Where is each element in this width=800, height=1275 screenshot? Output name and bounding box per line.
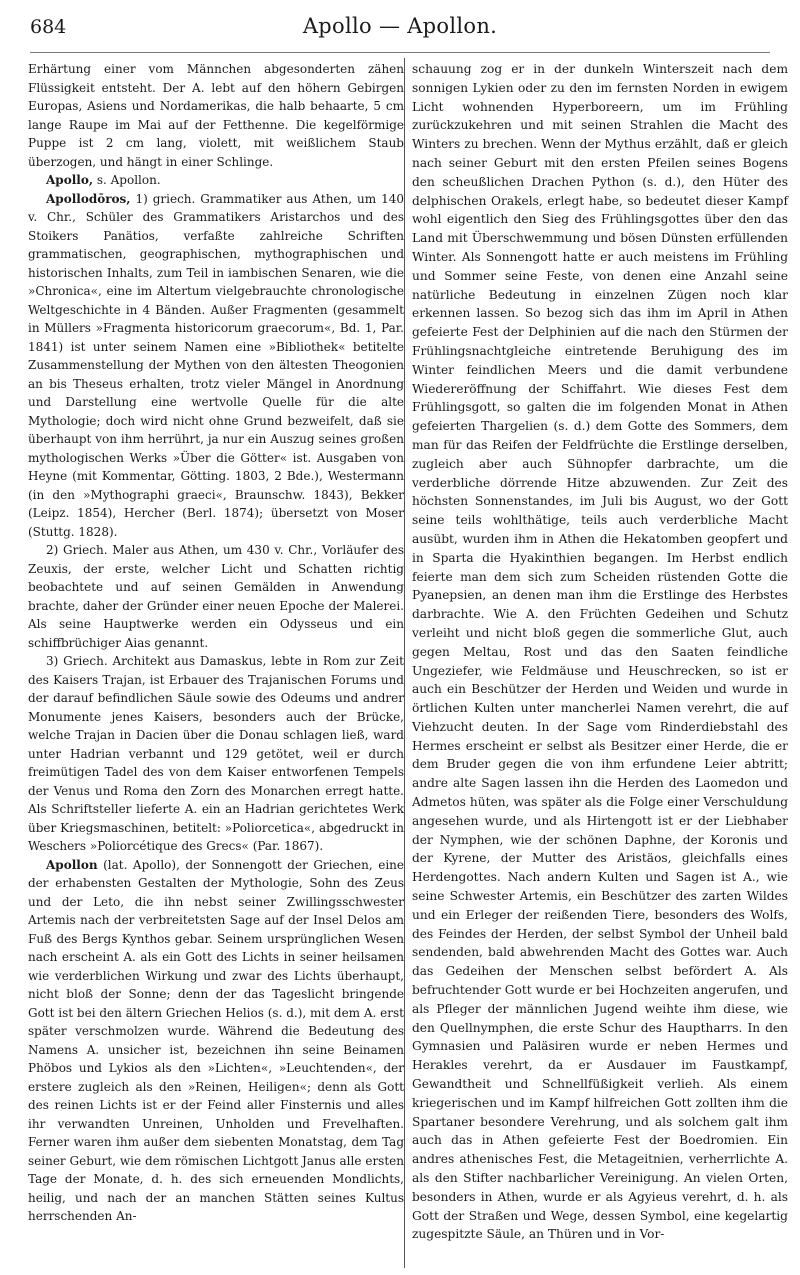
entry-text: 1) griech. Grammatiker aus Athen, um 140 v. Chr., Schüler des Grammatikers Aristarchos und des Stoikers Panätios, verfaßte zahlreiche Schriften grammatischen, geographischen, mythographischen und historischen Inhalts, zum Teil in iambischen Senaren, wie die »Chronica«, eine im Altertum vielgebrauchte chronologische Weltgeschichte in 4 Bänden. Außer Fragmenten (gesammelt in Müllers »Fragmenta historicorum graecorum«, Bd. 1, Par. 1841) ist unter seinem Namen eine »Bibliothek« betitelte Zusammenstellung der Mythen von den ältesten Theogonien an bis Theseus erhalten, trotz vieler Mängel in Anordnung und Darstellung eine wertvolle Quelle für die alte Mythologie; doch wird nicht ohne Grund bezweifelt, daß sie überhaupt von ihm herrührt, ja nur ein Auszug seines großen mythologischen Werks »Über die Götter« ist. Ausgaben von Heyne (mit Kommentar, Götting. 1803, 2 Bde.), Westermann (in den »Mythographi graeci«, Braunschw. 1843), Bekker (Leipz. 1854), Hercher (Berl. 1874); übersetzt von Moser (Stuttg. 1828).	[28, 191, 404, 539]
paragraph: schauung zog er in der dunkeln Winterszeit nach dem sonnigen Lykien oder zu den im fernsten Norden in ewigem Licht wohnenden Hyperboreern, um im Frühling zurückzukehren und mit seinen Strahlen die Macht des Winters zu brechen. Wenn der Mythus erzählt, daß er gleich nach seiner Geburt mit den ersten Pfeilen seines Bogens den scheußlichen Drachen Python (s. d.), den Hüter des delphischen Orakels, erlegt habe, so bedeutet dieser Kampf wohl eigentlich den Sieg des Frühlingsgottes über den das Land mit Überschwemmung und bösen Dünsten erfüllenden Winter. Als Sonnengott hatte er auch meistens im Frühling und Sommer seine Feste, von denen eine Anzahl seine natürliche Bedeutung in einzelnen Zügen noch klar erkennen lassen. So bezog sich das ihm im April in Athen gefeierte Fest der Delphinien auf die nach den Stürmen der Frühlingsnachtgleiche eintretende Beruhigung des im Winter feindlichen Meers und die damit verbundene Wiedereröffnung der Schiffahrt. Wie dieses Fest dem Frühlingsgott, so galten die im folgenden Monat in Athen gefeierten Thargelien (s. d.) dem Gotte des Sommers, dem man für das Reifen der Feldfrüchte die Erstlinge derselben, zugleich aber auch Sühnopfer darbrachte, um die verderbliche dörrende Hitze abzuwenden. Zur Zeit des höchsten Sonnenstandes, im Juli bis August, wo der Gott seine teils wohlthätige, teils auch verderbliche Macht ausübt, wurden ihm in Athen die Hekatomben geopfert und in Sparta die Hyakinthien begangen. Im Herbst endlich feierte man dem sich zum Scheiden rüstenden Gotte die Pyanepsien, an denen man ihm die Erstlinge des Herbstes darbrachte. Wie A. den Früchten Gedeihen und Schutz verleiht und nicht bloß gegen die sommerliche Glut, auch gegen Meltau, Rost und das den Saaten feindliche Ungeziefer, wie Feldmäuse und Heuschrecken, so ist er auch ein Beschützer der Herden und Weiden und wurde in örtlichen Kulten unter mancherlei Namen verehrt, die auf Viehzucht deuten. In der Sage vom Rinderdiebstahl des Hermes erscheint er selbst als Besitzer einer Herde, die er dem Bruder gegen die von ihm erfundene Leier abtritt; andre alte Sagen lassen ihn die Herden des Laomedon und Admetos hüten, was später als die Folge einer Verschuldung angesehen wurde, und als Hirtengott ist er der Liebhaber der Nymphen, wie der schönen Daphne, der Koronis und der Kyrene, der Mutter des Aristäos, gleichfalls eines Herdengottes. Nach andern Kulten und Sagen ist A., wie seine Schwester Artemis, ein Beschützer des zarten Wildes und ein Erleger der reißenden Tiere, besonders des Wolfs, des Feindes der Herden, der selbst Symbol der Unheil bald sendenden, bald abwehrenden Macht des Gottes war. Auch das Gedeihen der Menschen selbst befördert A. Als befruchtender Gott wurde er bei Hochzeiten angerufen, und als Pfleger der männlichen Jugend weihte ihm diese, wie den Quellnymphen, die erste Schur des Hauptharrs. In den Gymnasien und Paläsiren wurde er neben Hermes und Herakles verehrt, da er Ausdauer im Faustkampf, Gewandtheit und Schnellfüßigkeit verlieh. Als einem kriegerischen und im Kampf hilfreichen Gott zollten ihm die Spartaner besondere Verehrung, und als solchem galt ihm auch das in Athen gefeierte Fest der Boedromien. Ein andres athenisches Fest, die Metageitnien, verherrlichte A. als den Stifter nachbarlicher Vereinigung. An vielen Orten, besonders in Athen, wurde er als Agyieus verehrt, d. h. als Gott der Straßen und Wege, dessen Symbol, eine kegelartig zugespitzte Säule, an Thüren und in Vor-	[412, 62, 788, 1242]
headword: Apollo,	[46, 173, 94, 187]
entry-apollon	[28, 856, 404, 1226]
running-head: Apollo — Apollon.	[302, 14, 498, 38]
column-divider	[404, 58, 405, 1268]
headword: Apollon	[46, 857, 98, 872]
entry-apollodoros	[28, 190, 404, 542]
entry-apollo	[28, 171, 404, 190]
paragraph: 3) Griech. Architekt aus Damaskus, lebte in Rom zur Zeit des Kaisers Trajan, ist Erbauer des Trajanischen Forums und der darauf befindlichen Säule sowie des Odeums und andrer Monumente jenes Kaisers, besonders auch der Brücke, welche Trajan in Dacien über die Donau schlagen ließ, ward unter Hadrian verbannt und 129 getötet, weil er durch freimütigen Tadel des von dem Kaiser entworfenen Tempels der Venus und Roma den Zorn des Monarchen erregt hatte. Als Schriftsteller lieferte A. ein an Hadrian gerichtetes Werk über Kriegsmaschinen, betitelt: »Poliorcetica«, abgedruckt in Weschers »Poliorcétique des Grecs« (Par. 1867).	[28, 654, 404, 853]
paragraph: Erhärtung einer vom Männchen abgesonderten zähen Flüssigkeit entsteht. Der A. lebt auf den höhern Gebirgen Europas, Asiens und Nordamerikas, die halb behaarte, 5 cm lange Raupe im Mai auf der Fetthenne. Die kegelförmige Puppe ist 2 cm lang, violett, mit weißlichem Staub überzogen, und hängt in einer Schlinge.	[28, 62, 404, 169]
right-column	[412, 60, 788, 1244]
left-column	[28, 60, 404, 1226]
paragraph: 2) Griech. Maler aus Athen, um 430 v. Chr., Vorläufer des Zeuxis, der erste, welcher Licht und Schatten richtig beobachtete und auf seinen Gemälden in Anwendung brachte, daher der Gründer einer neuen Epoche der Malerei. Als seine Hauptwerke werden ein Odysseus und ein schiffbrüchiger Aias genannt.	[28, 543, 404, 650]
entry-text: (lat. Apollo), der Sonnengott der Griechen, eine der erhabensten Gestalten der Mythologie, Sohn des Zeus und der Leto, die ihn nebst seiner Zwillingsschwester Artemis nach der verbreitetsten Sage auf der Insel Delos am Fuß des Bergs Kynthos gebar. Seinem ursprünglichen Wesen nach erscheint A. als ein Gott des Lichts in seiner heilsamen wie verderblichen Wirkung und zwar des Lichts überhaupt, nicht bloß der Sonne; denn der das Tageslicht bringende Gott ist bei den ältern Griechen Helios (s. d.), mit dem A. erst später verschmolzen wurde. Während die Bedeutung des Namens A. unsicher ist, bezeichnen ihn seine Beinamen Phöbos und Lykios als den »Lichten«, »Leuchtenden«, der erstere zugleich als den »Reinen, Heiligen«; denn als Gott des reinen Lichts ist er der Feind aller Finsternis und alles ihr verwandten Unreinen, Unholden und Frevelhaften. Ferner waren ihm außer dem siebenten Monatstag, dem Tag seiner Geburt, wie dem römischen Lichtgott Janus alle ersten Tage der Monate, d. h. des sich erneuenden Mondlichts, heilig, und nach der an manchen Stätten seines Kultus herrschenden An-	[28, 857, 404, 1223]
page-number: 684	[30, 16, 67, 38]
header-rule	[30, 52, 770, 53]
page-header	[30, 12, 770, 42]
headword: Apollodōros,	[46, 191, 131, 206]
entry-text: s. Apollon.	[93, 173, 161, 187]
